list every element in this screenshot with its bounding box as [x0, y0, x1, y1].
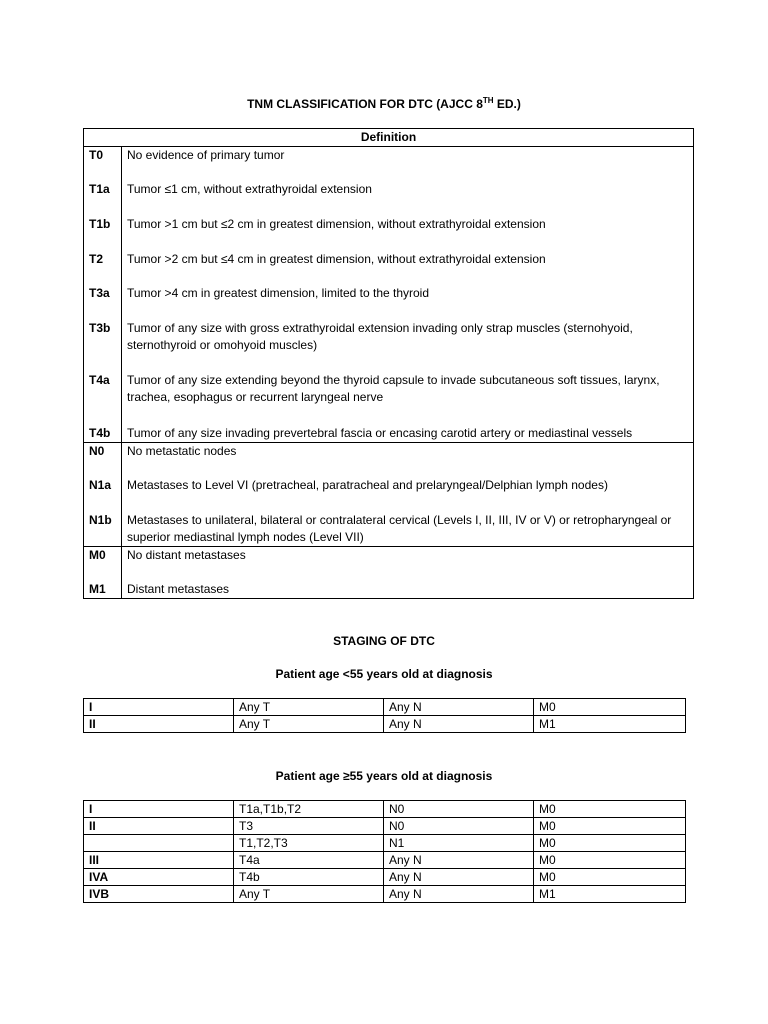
- n-cell: Any N: [384, 852, 534, 869]
- staging-table-young: [83, 698, 686, 733]
- tnm-code: T4a: [89, 373, 110, 387]
- staging-title: STAGING OF DTC: [333, 634, 435, 648]
- m-cell: M0: [534, 818, 686, 835]
- stage-cell: IVB: [84, 886, 234, 903]
- tnm-definition: Tumor of any size invading prevertebral fascia or encasing carotid artery or mediastinal vessels: [127, 426, 633, 440]
- tnm-code: M1: [89, 582, 106, 596]
- stage-cell: III: [84, 852, 234, 869]
- tnm-code: N1a: [89, 478, 112, 492]
- n-cell: N1: [384, 835, 534, 852]
- table-row: [84, 835, 686, 852]
- table-row: [84, 886, 686, 903]
- tnm-code: T4b: [89, 426, 111, 440]
- tnm-definition: No metastatic nodes: [127, 444, 237, 458]
- t-cell: Any T: [234, 716, 384, 733]
- column-divider: [121, 146, 122, 598]
- tnm-code: T3b: [89, 321, 111, 335]
- stage-cell: IVA: [84, 869, 234, 886]
- table-row: [84, 869, 686, 886]
- t-cell: Any T: [234, 886, 384, 903]
- tnm-code: T1b: [89, 217, 111, 231]
- tnm-code: N0: [89, 444, 105, 458]
- tnm-classification-table: [83, 128, 694, 599]
- stage-cell: II: [84, 716, 234, 733]
- m-cell: M0: [534, 699, 686, 716]
- tnm-code: M0: [89, 548, 106, 562]
- n-cell: Any N: [384, 886, 534, 903]
- tnm-definition: Tumor of any size with gross extrathyroidal extension invading only strap muscles (sternohyoid, sternothyroid or omohyoid muscles): [127, 321, 633, 352]
- stage-cell: II: [84, 818, 234, 835]
- tnm-definition: Distant metastases: [127, 582, 230, 596]
- tnm-definition: Tumor ≤1 cm, without extrathyroidal extension: [127, 182, 372, 196]
- tnm-code: T3a: [89, 286, 110, 300]
- tnm-code: T1a: [89, 182, 110, 196]
- table-row: [84, 852, 686, 869]
- page-title: TNM CLASSIFICATION FOR DTC (AJCC 8TH ED.): [247, 96, 521, 111]
- n-cell: Any N: [384, 699, 534, 716]
- tnm-definition: Tumor of any size extending beyond the thyroid capsule to invade subcutaneous soft tissues, larynx, trachea, esophagus or recurrent laryngeal nerve: [127, 373, 660, 404]
- stage-cell: [84, 835, 234, 852]
- n-cell: N0: [384, 818, 534, 835]
- tnm-definition: Metastases to unilateral, bilateral or contralateral cervical (Levels I, II, III, IV or V) or retropharyngeal or superior mediastinal lymph nodes (Level VII): [127, 513, 672, 544]
- table-row: [84, 716, 686, 733]
- table-row: [84, 699, 686, 716]
- t-cell: T1,T2,T3: [234, 835, 384, 852]
- staging-table-old: [83, 800, 686, 903]
- m-cell: M1: [534, 716, 686, 733]
- table-row: [84, 801, 686, 818]
- table-row: [84, 818, 686, 835]
- m-cell: M0: [534, 835, 686, 852]
- definition-header: Definition: [84, 129, 693, 147]
- tnm-code: T2: [89, 252, 104, 266]
- stage-cell: I: [84, 801, 234, 818]
- old-age-heading: Patient age ≥55 years old at diagnosis: [275, 769, 493, 783]
- t-cell: T4a: [234, 852, 384, 869]
- tnm-code: N1b: [89, 513, 112, 527]
- tnm-definition: Tumor >4 cm in greatest dimension, limited to the thyroid: [127, 286, 430, 300]
- stage-cell: I: [84, 699, 234, 716]
- tnm-definition: Tumor >1 cm but ≤2 cm in greatest dimension, without extrathyroidal extension: [127, 217, 546, 231]
- n-cell: N0: [384, 801, 534, 818]
- t-cell: T1a,T1b,T2: [234, 801, 384, 818]
- tnm-definition: No distant metastases: [127, 548, 246, 562]
- tnm-definition: Metastases to Level VI (pretracheal, paratracheal and prelaryngeal/Delphian lymph nodes): [127, 478, 608, 492]
- m-cell: M1: [534, 886, 686, 903]
- t-cell: Any T: [234, 699, 384, 716]
- n-cell: Any N: [384, 716, 534, 733]
- t-cell: T3: [234, 818, 384, 835]
- tnm-definition: No evidence of primary tumor: [127, 148, 285, 162]
- m-cell: M0: [534, 869, 686, 886]
- n-cell: Any N: [384, 869, 534, 886]
- t-cell: T4b: [234, 869, 384, 886]
- young-age-heading: Patient age <55 years old at diagnosis: [275, 667, 493, 681]
- tnm-code: T0: [89, 148, 104, 162]
- tnm-definition: Tumor >2 cm but ≤4 cm in greatest dimension, without extrathyroidal extension: [127, 252, 546, 266]
- m-cell: M0: [534, 801, 686, 818]
- m-cell: M0: [534, 852, 686, 869]
